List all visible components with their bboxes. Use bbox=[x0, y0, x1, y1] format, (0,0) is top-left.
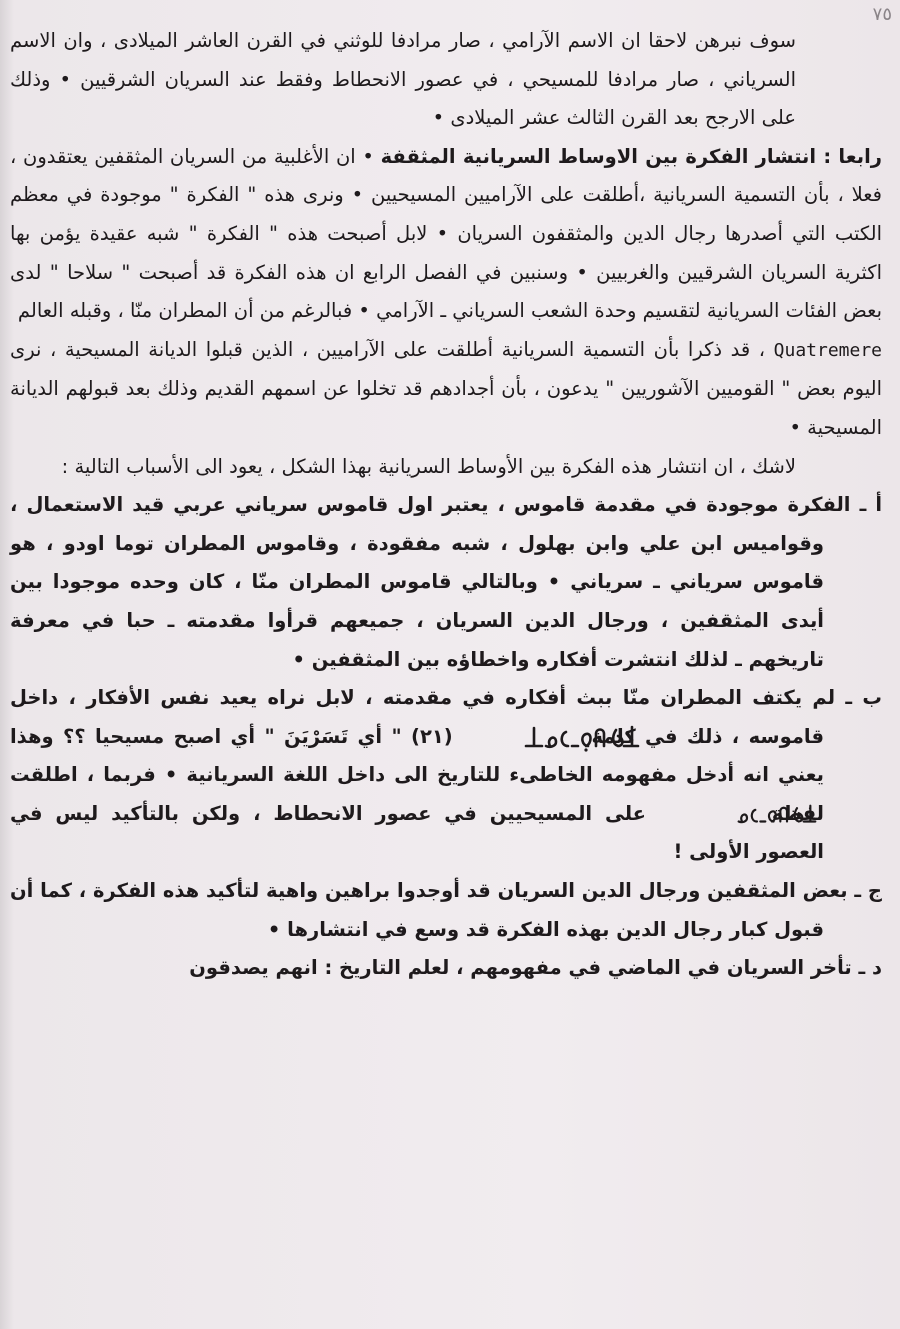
list-item-text: على المسيحيين في عصور الانحطاط ، ولكن بالتأكيد ليس في العصور الأولى ! bbox=[10, 801, 824, 864]
list-item-text: تأخر السريان في الماضي في مفهومهم ، لعلم التاريخ : انهم يصدقون bbox=[189, 956, 852, 980]
list-marker: د ـ bbox=[858, 956, 882, 980]
syriac-word-image bbox=[659, 799, 759, 829]
list-marker: ب ـ bbox=[845, 686, 882, 710]
list-marker: ج ـ bbox=[854, 879, 882, 903]
list-marker: أ ـ bbox=[859, 493, 882, 517]
reasons-list bbox=[10, 486, 882, 988]
paragraph-2 bbox=[10, 138, 882, 331]
page-number: ٧٥ bbox=[872, 4, 892, 25]
list-item-text: لم يكتف المطران منّا ببث أفكاره في مقدمته ، لابل نراه يعيد نفس الأفكار ، داخل قاموسه ، ذلك في كلمة bbox=[10, 686, 836, 748]
list-item-text: بعض المثقفين ورجال الدين السريان قد أوجدوا براهين واهية لتأكيد هذه الفكرة ، كما أن قبول كبار رجال الدين بهذه الفكرة قد وسع في انتشارها • bbox=[10, 879, 848, 941]
list-item-d bbox=[10, 949, 882, 988]
syriac-word-image bbox=[462, 722, 582, 752]
list-item-c bbox=[10, 872, 882, 949]
paragraph-3 bbox=[10, 331, 882, 448]
list-item-text: (٢١) " أي تَسَرْيَنَ " أي اصبح مسيحيا ؟؟ وهذا يعني انه أدخل مفهومه الخاطىء للتاريخ الى داخل اللغة السريانية • فربما ، اطلقت لفظة bbox=[10, 724, 824, 825]
body-text bbox=[10, 22, 882, 988]
paragraph-3-text: ، قد ذكرا بأن التسمية السريانية أطلقت على الآراميين ، الذين قبلوا الديانة المسيحية ، نرى اليوم بعض " القوميين الآشوريين " يدعون ، بأن أجدادهم قد تخلوا عن اسمهم القديم وذلك بعد قبولهم الديانة المسيحية • bbox=[10, 337, 882, 439]
paragraph-1: سوف نبرهن لاحقا ان الاسم الآرامي ، صار مرادفا للوثني في القرن العاشر الميلادى ، وان الاسم السرياني ، صار مرادفا للمسيحي ، في عصور الانحطاط وفقط عند السريان الشرقيين • وذلك على الارجح بعد القرن الثالث عشر الميلادى • bbox=[10, 29, 796, 130]
section-heading: رابعا : انتشار الفكرة بين الاوساط السريانية المثقفة bbox=[380, 144, 882, 168]
list-item-b bbox=[10, 679, 882, 872]
list-item-a bbox=[10, 486, 882, 679]
list-item-text: الفكرة موجودة في مقدمة قاموس ، يعتبر اول قاموس سرياني عربي قيد الاستعمال ، وقواميس ابن علي وابن بهلول ، شبه مفقودة ، وقاموس المطران توما اودو ، هو قاموس سرياني ـ سرياني • وبالتالي قاموس المطران منّا ، كان وحده موجودا بين أيدى المثقفين ، ورجال الدين السريان ، جميعهم قرأوا مقدمته ـ حبا في معرفة تاريخهم ـ لذلك انتشرت أفكاره واخطاؤه بين المثقفين • bbox=[10, 493, 851, 671]
quatremere-name: Quatremere bbox=[773, 339, 883, 361]
paragraph-2-text: • ان الأغلبية من السريان المثقفين يعتقدون ، فعلا ، بأن التسمية السريانية ،أطلقت على الآراميين المسيحيين • ونرى هذه " الفكرة " موجودة في معظم الكتب التي أصدرها رجال الدين والمثقفون السريان • لابل أصبحت هذه " الفكرة " شبه عقيدة يؤمن بها اكثرية السريان الشرقيين والغربيين • وسنبين في الفصل الرابع ان هذه الفكرة قد أصبحت " سلاحا " لدى بعض الفئات السريانية لتقسيم وحدة الشعب السرياني ـ الآرامي • فبالرغم من أن المطران منّا ، وقبله العالم bbox=[10, 144, 882, 323]
paragraph-4: لاشك ، ان انتشار هذه الفكرة بين الأوساط السريانية بهذا الشكل ، يعود الى الأسباب التالية : bbox=[61, 454, 796, 478]
